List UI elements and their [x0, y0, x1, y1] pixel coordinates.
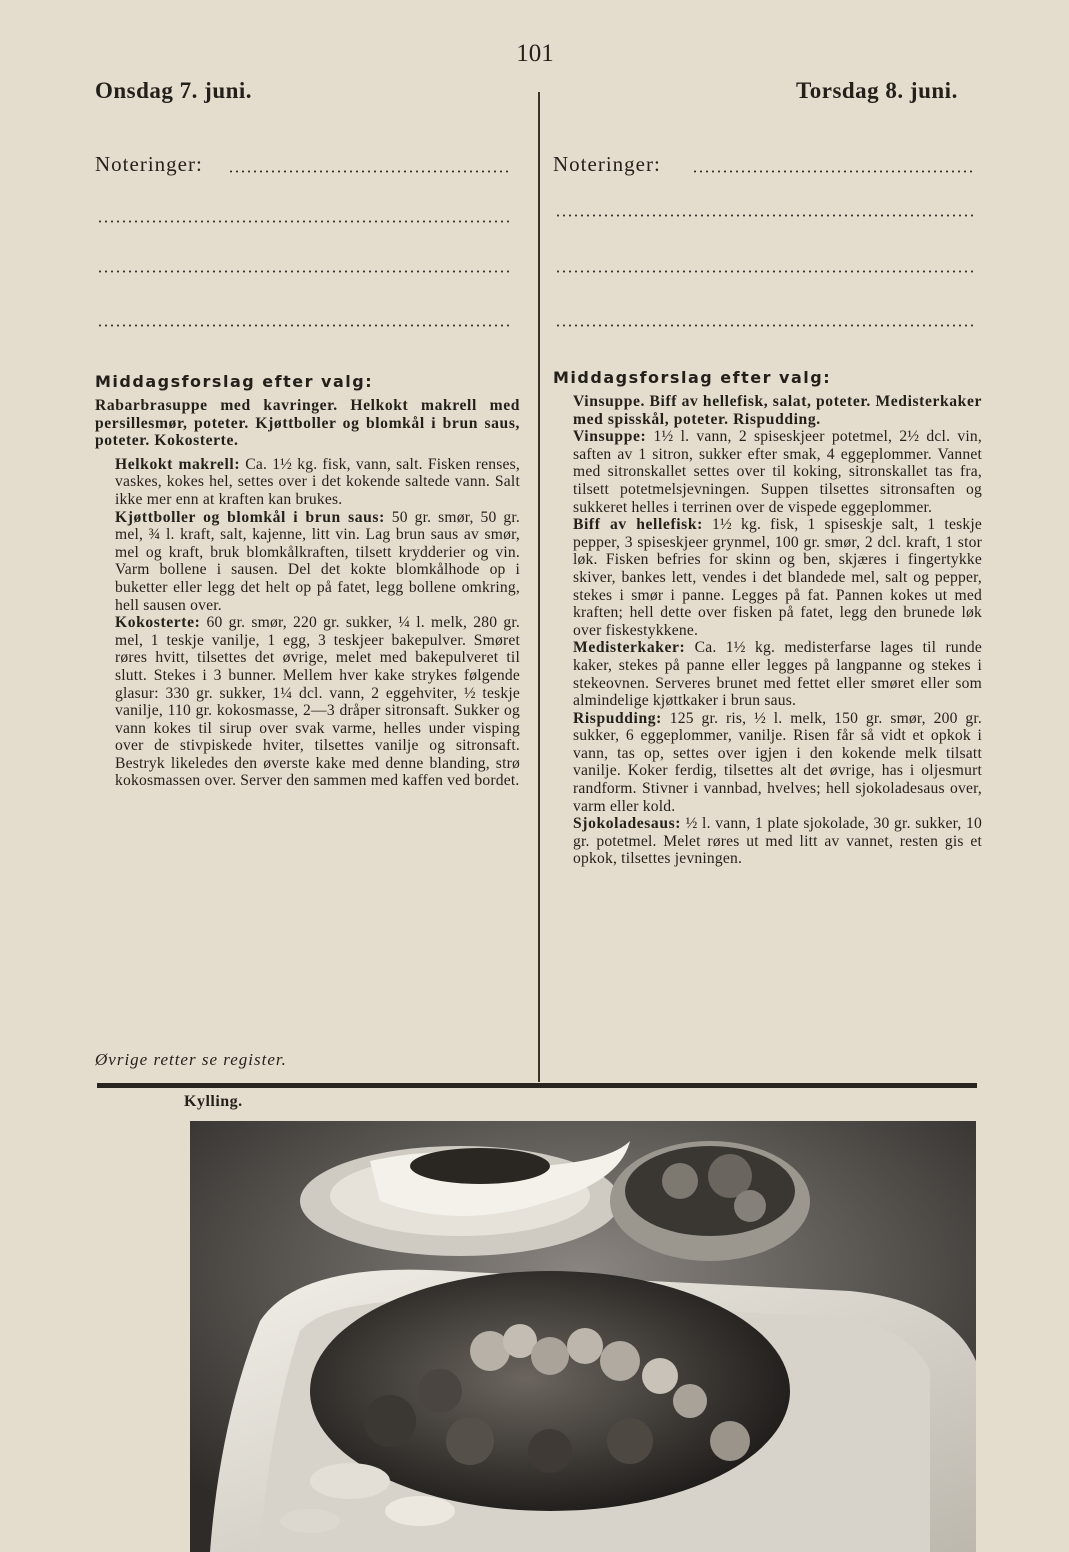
- day-heading-right: Torsdag 8. juni.: [796, 78, 958, 103]
- recipe-helkokt-makrell: Helkokt makrell: Ca. 1½ kg. fisk, vann, salt. Fisken renses, vaskes, kokes hel, settes over i det kokende saltede vann. Salt ikke mer enn at kraften kan brukes.: [115, 455, 521, 508]
- notes-line: [555, 214, 974, 217]
- notes-line: [555, 324, 974, 327]
- other-dishes-note: Øvrige retter se register.: [95, 1050, 287, 1069]
- column-divider: [538, 92, 540, 1082]
- recipe-sjokoladesaus: Sjokoladesaus: ½ l. vann, 1 plate sjokolade, 30 gr. sukker, 10 gr. potetmel. Melet røres ut med litt av vannet, resten gis et opkok, tilsettes jevningen.: [573, 815, 982, 868]
- chicken-dish-photo: [190, 1121, 976, 1552]
- recipe-kjottboller: Kjøttboller og blomkål i brun saus: 50 gr. smør, 50 gr. mel, ¾ l. kraft, salt, kajenne, litt vin. Lag brun saus av smør, mel og kraft, bruk blomkålkraften, tilsett krydderier og vin. Varm bollene i sausen. Del det kokte blomkålhode op i buketter eller legg det helt op på fatet, legg bollene omkring, hell sausen over.: [115, 508, 520, 614]
- notes-label-right: Noteringer:: [553, 152, 661, 176]
- section-rule: [97, 1083, 977, 1088]
- dinner-heading-left: Middagsforslag efter valg:: [95, 372, 374, 391]
- recipes-right: [553, 368, 982, 868]
- notes-line: [97, 324, 512, 327]
- notes-line: [97, 270, 512, 273]
- dinner-heading-right: Middagsforslag efter valg:: [553, 368, 832, 387]
- photo-caption: Kylling.: [184, 1093, 243, 1110]
- notes-line: [228, 170, 512, 173]
- menu-right: Vinsuppe. Biff av hellefisk, salat, poteter. Medisterkaker med spisskål, poteter. Rispudding.: [573, 393, 982, 428]
- notes-line: [97, 220, 512, 223]
- recipe-biff-av-hellefisk: Biff av hellefisk: 1½ kg. fisk, 1 spiseskje salt, 1 teskje pepper, 3 spiseskjeer grynmel, 100 gr. smør, 2 dcl. kraft, 1 stor løk. Fisken befries for skinn og ben, skjæres i fingertykke skiver, bankes lett, vendes i det blandede mel, salt og pepper, stekes i smør i panne. Legges på fat. Pannen kokes ut med kraften; hell dette over fisken på fatet, legg den brunede løk over fiskestykkene.: [573, 516, 982, 639]
- photo-illustration: [190, 1121, 976, 1552]
- recipes-left: [95, 372, 520, 790]
- recipe-kokosterte: Kokosterte: 60 gr. smør, 220 gr. sukker, ¼ l. melk, 280 gr. mel, 1 teskje vanilje, 1 egg, 3 teskjeer bakepulver. Smøret røres hvitt, tilsettes det øvrige, melet med bakepulveret til slutt. Stekes i 3 bunner. Mellem hver kake strykes følgende glasur: 330 gr. sukker, 1¼ dcl. vann, 2 eggehviter, ½ teskje vanilje, 110 gr. kokosmasse, 2—3 dråper sitronsaft. Sukker og vann kokes til sirup over svak varme, helles under visping over de stivpiskede hviter, tilsettes vanilje og sitronsaft. Bestryk likeledes den øverste kake med denne blanding, strø kokosmassen over. Server den sammen med kaffen ved bordet.: [115, 614, 520, 790]
- page-number: 101: [516, 40, 554, 67]
- notes-label-left: Noteringer:: [95, 152, 203, 176]
- menu-left: Rabarbrasuppe med kavringer. Helkokt makrell med persillesmør, poteter. Kjøttboller og blomkål i brun saus, poteter. Kokosterte.: [95, 397, 520, 450]
- day-heading-left: Onsdag 7. juni.: [95, 78, 253, 103]
- notes-line: [692, 170, 974, 173]
- recipe-rispudding: Rispudding: 125 gr. ris, ½ l. melk, 150 gr. smør, 200 gr. sukker, 6 eggeplommer, vanilje. Risen får så vidt et opkok i vann, tas op, settes over igjen i den kokende melk tilsatt vanilje. Koker ferdig, tilsettes alt det øvrige, has i oljesmurt randform. Stivner i vannbad, hvelves; hell sjokoladesaus over, varm eller kold.: [573, 709, 982, 815]
- recipe-medisterkaker: Medisterkaker: Ca. 1½ kg. medisterfarse lages til runde kaker, stekes på panne eller legges på langpanne og stekes i stekeovnen. Serveres brunet med fettet eller smøret eller som almindelige kjøttkaker i brun saus.: [573, 639, 982, 710]
- notes-line: [555, 270, 974, 273]
- recipe-vinsuppe: Vinsuppe: 1½ l. vann, 2 spiseskjeer potetmel, 2½ dcl. vin, saften av 1 sitron, sukker efter smak, 4 eggeplommer. Vannet med sitronskallet settes over til koking, sitronskallet tas fra, tilsett potetmelsjevningen. Suppen tilsettes sitronsaften og sukkeret helles i terrinen over de vispede eggeplommer.: [573, 428, 982, 516]
